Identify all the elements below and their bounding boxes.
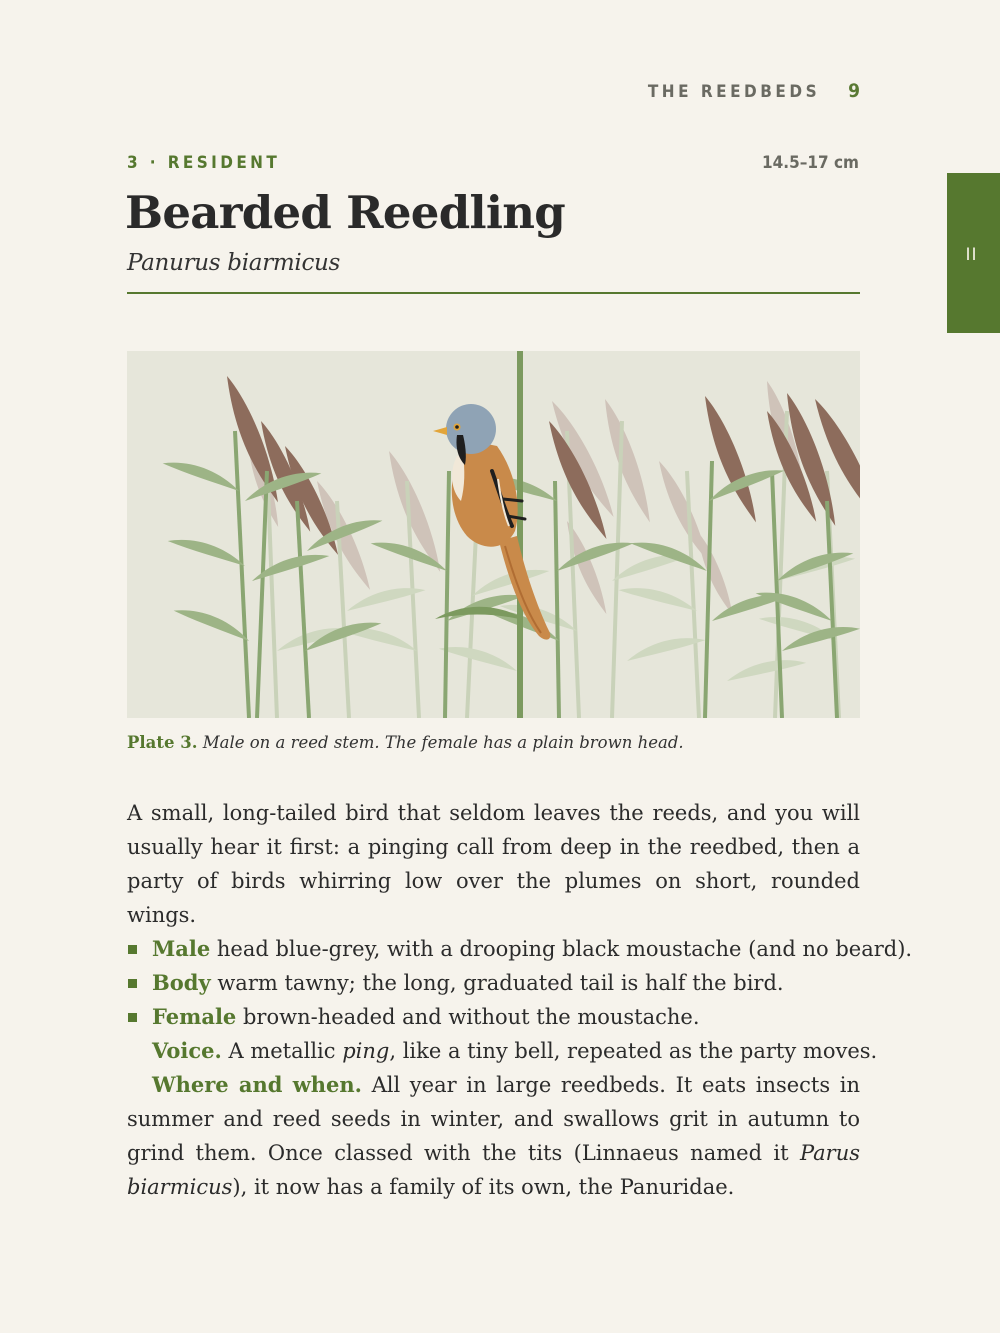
intro-paragraph: A small, long-tailed bird that seldom leaves the reeds, and you will usually hear it first: a pinging call from deep in the reedbed, then a party of birds whirring low over the plumes on short, rounded wings. [127, 801, 860, 927]
voice-text-after: , like a tiny bell, repeated as the party moves. [389, 1039, 878, 1063]
field-marks-list [127, 932, 913, 1034]
scientific-name: Panurus biarmicus [127, 250, 341, 276]
chapter-thumb-tab[interactable] [947, 173, 1000, 333]
entry-kicker: 3 · RESIDENT [127, 153, 281, 173]
species-title: Bearded Reedling [125, 186, 566, 239]
field-mark-lead: Body [152, 970, 211, 995]
perch-stem [517, 351, 523, 718]
where-when-paragraph [127, 1068, 860, 1204]
where-text-after: ), it now has a family of its own, the Panuridae. [232, 1175, 735, 1199]
field-mark-text: brown-headed and without the moustache. [236, 1005, 700, 1029]
voice-lead: Voice. [152, 1038, 222, 1063]
plate-illustration [127, 351, 860, 718]
bird-size: 14.5–17 cm [762, 153, 859, 173]
voice-text-italic: ping [342, 1039, 390, 1063]
reedbed-bird-illustration [127, 351, 860, 718]
page-number: 9 [848, 80, 860, 102]
plate-caption [127, 733, 684, 752]
species-description [127, 796, 913, 1204]
field-mark-lead: Male [152, 936, 211, 961]
where-text-italic: Parus biarmicus [127, 1141, 860, 1199]
voice-paragraph [127, 1034, 878, 1068]
chapter-tab-label: II [965, 245, 978, 265]
plate-label: Plate 3. [127, 733, 198, 752]
voice-text-before: A metallic [221, 1039, 343, 1063]
field-mark-text: warm tawny; the long, graduated tail is half the bird. [210, 971, 784, 995]
field-mark-item [127, 966, 860, 1000]
field-mark-item [127, 1000, 860, 1034]
foreground-plumes [225, 371, 860, 561]
plate-caption-text: Male on a reed stem. The female has a plain brown head. [202, 733, 684, 752]
running-head [648, 80, 860, 102]
running-head-section: THE REEDBEDS [647, 82, 821, 102]
field-mark-lead: Female [152, 1004, 237, 1029]
where-when-lead: Where and when. [152, 1072, 362, 1097]
field-mark-text: head blue-grey, with a drooping black moustache (and no beard). [210, 937, 913, 961]
title-rule [127, 292, 860, 294]
where-text-before: All year in large reedbeds. It eats insects in summer and reed seeds in winter, and swallows grit in autumn to grind them. Once classed with the tits (Linnaeus named it [127, 1073, 860, 1165]
field-mark-item [127, 932, 913, 966]
